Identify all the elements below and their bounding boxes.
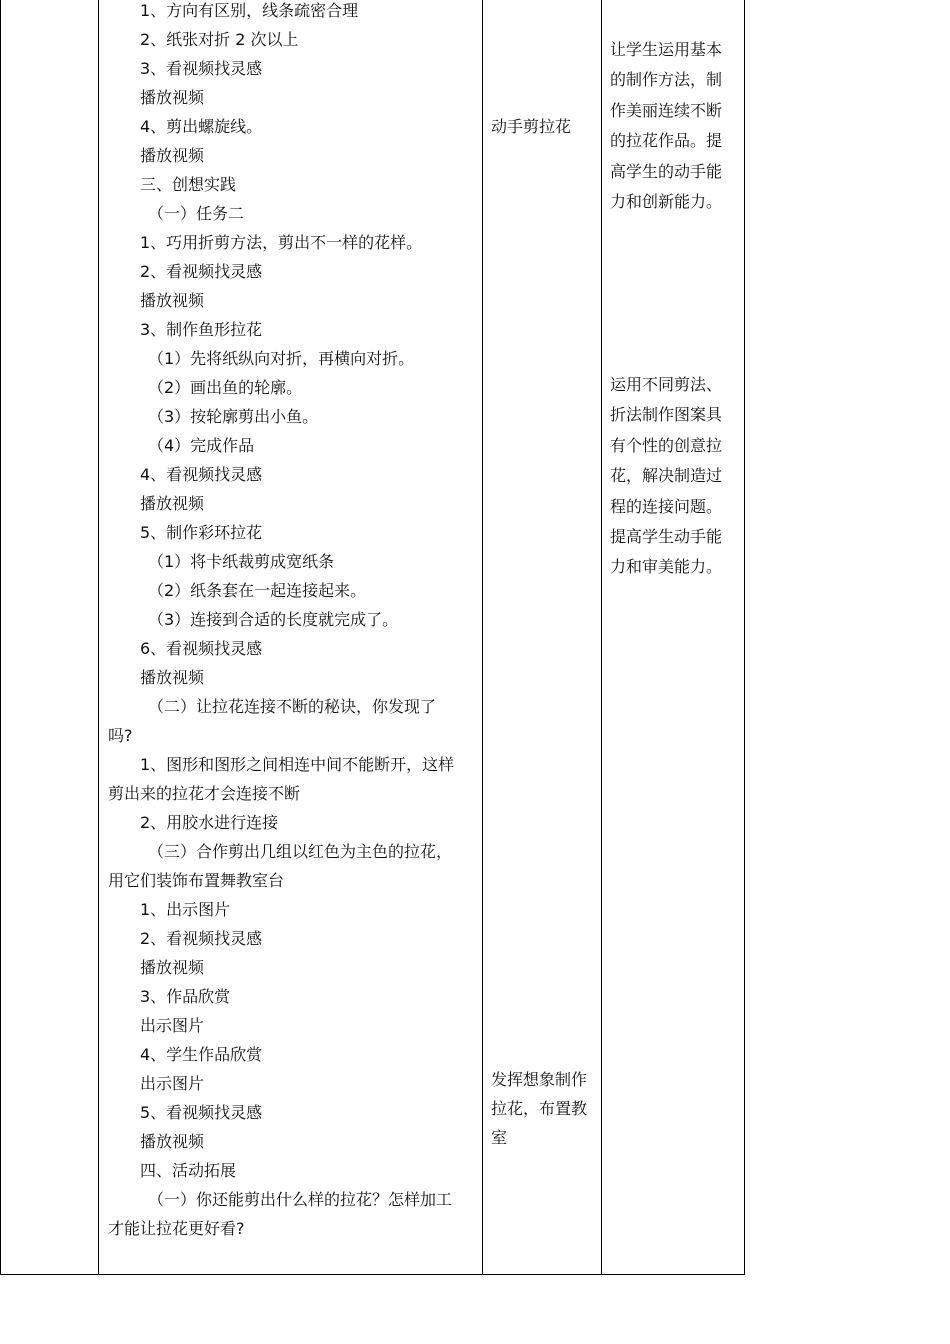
process-line: 5、看视频找灵感 [140,1103,263,1122]
design-intent-line: 运用不同剪法、 [610,375,723,394]
process-line: 播放视频 [140,494,205,513]
design-intent-line: 力和创新能力。 [610,192,723,211]
process-line: （一）你还能剪出什么样的拉花？怎样加工 [148,1190,453,1209]
process-line: 2、纸张对折 2 次以上 [140,30,299,49]
design-intent-line: 的拉花作品。提 [610,131,723,151]
process-line: （三）合作剪出几组以红色为主色的拉花， [148,842,453,861]
table-border-bottom [0,1274,745,1275]
design-intent-line: 的制作方法，制 [610,70,723,90]
design-intent-line: 让学生运用基本 [610,40,723,59]
process-line: （3）连接到合适的长度就完成了。 [148,610,399,629]
process-line: 2、看视频找灵感 [140,929,263,948]
process-line: 播放视频 [140,958,205,977]
process-line: （2）纸条套在一起连接起来。 [148,581,367,600]
process-line: 3、看视频找灵感 [140,59,263,78]
student-activity-line: 拉花，布置教 [491,1099,588,1118]
process-line: 剪出来的拉花才会连接不断 [108,784,301,803]
process-line: （1）将卡纸裁剪成宽纸条 [148,552,335,571]
process-line: 用它们装饰布置舞教室台 [108,871,285,890]
table-divider-1 [98,0,99,1275]
process-line: 3、作品欣赏 [140,987,231,1006]
phase-column [1,0,98,1274]
process-line: 播放视频 [140,88,205,107]
process-line: （二）让拉花连接不断的秘诀，你发现了 [148,697,437,716]
process-line: 4、看视频找灵感 [140,465,263,484]
process-line: 4、剪出螺旋线。 [140,117,263,136]
design-intent-line: 有个性的创意拉 [610,435,723,455]
process-line: 2、看视频找灵感 [140,262,263,281]
process-line: 三、创想实践 [140,175,237,194]
process-line: 1、出示图片 [140,900,231,919]
process-line: 4、学生作品欣赏 [140,1045,263,1064]
student-activity-line: 室 [491,1128,508,1147]
design-intent-line: 程的连接问题。 [610,496,723,516]
process-line: 出示图片 [140,1016,205,1035]
table-divider-2 [482,0,483,1275]
process-line: 1、方向有区别，线条疏密合理 [140,1,359,20]
process-line: 1、巧用折剪方法，剪出不一样的花样。 [140,233,423,252]
process-line: 2、用胶水进行连接 [140,813,279,832]
process-line: （3）按轮廓剪出小鱼。 [148,407,319,426]
design-intent-line: 力和审美能力。 [610,557,723,577]
design-intent-line: 作美丽连续不断 [610,100,723,120]
design-intent-line: 高学生的动手能 [610,161,723,181]
design-intent-line: 折法制作图案具 [610,405,723,425]
process-line: 播放视频 [140,146,205,165]
table-border-right [744,0,745,1275]
process-line: 6、看视频找灵感 [140,639,263,658]
process-line: （1）先将纸纵向对折，再横向对折。 [148,349,415,368]
process-line: 四、活动拓展 [140,1161,237,1180]
process-line: 出示图片 [140,1074,205,1093]
process-line: 播放视频 [140,291,205,310]
process-line: 5、制作彩环拉花 [140,523,263,542]
process-line: （2）画出鱼的轮廓。 [148,378,303,397]
process-line: 播放视频 [140,1132,205,1151]
design-intent-line: 花，解决制造过 [610,466,723,486]
process-line: 才能让拉花更好看? [108,1219,245,1238]
student-activity-line: 动手剪拉花 [491,117,572,136]
table-divider-3 [601,0,602,1275]
process-line: 播放视频 [140,668,205,687]
process-line: （一）任务二 [148,204,245,223]
process-line: 3、制作鱼形拉花 [140,320,263,339]
process-line: （4）完成作品 [148,436,255,455]
design-intent-line: 提高学生动手能 [610,527,723,546]
process-line: 吗? [108,726,133,745]
student-activity-line: 发挥想象制作 [491,1070,588,1089]
process-line: 1、图形和图形之间相连中间不能断开，这样 [140,755,455,774]
